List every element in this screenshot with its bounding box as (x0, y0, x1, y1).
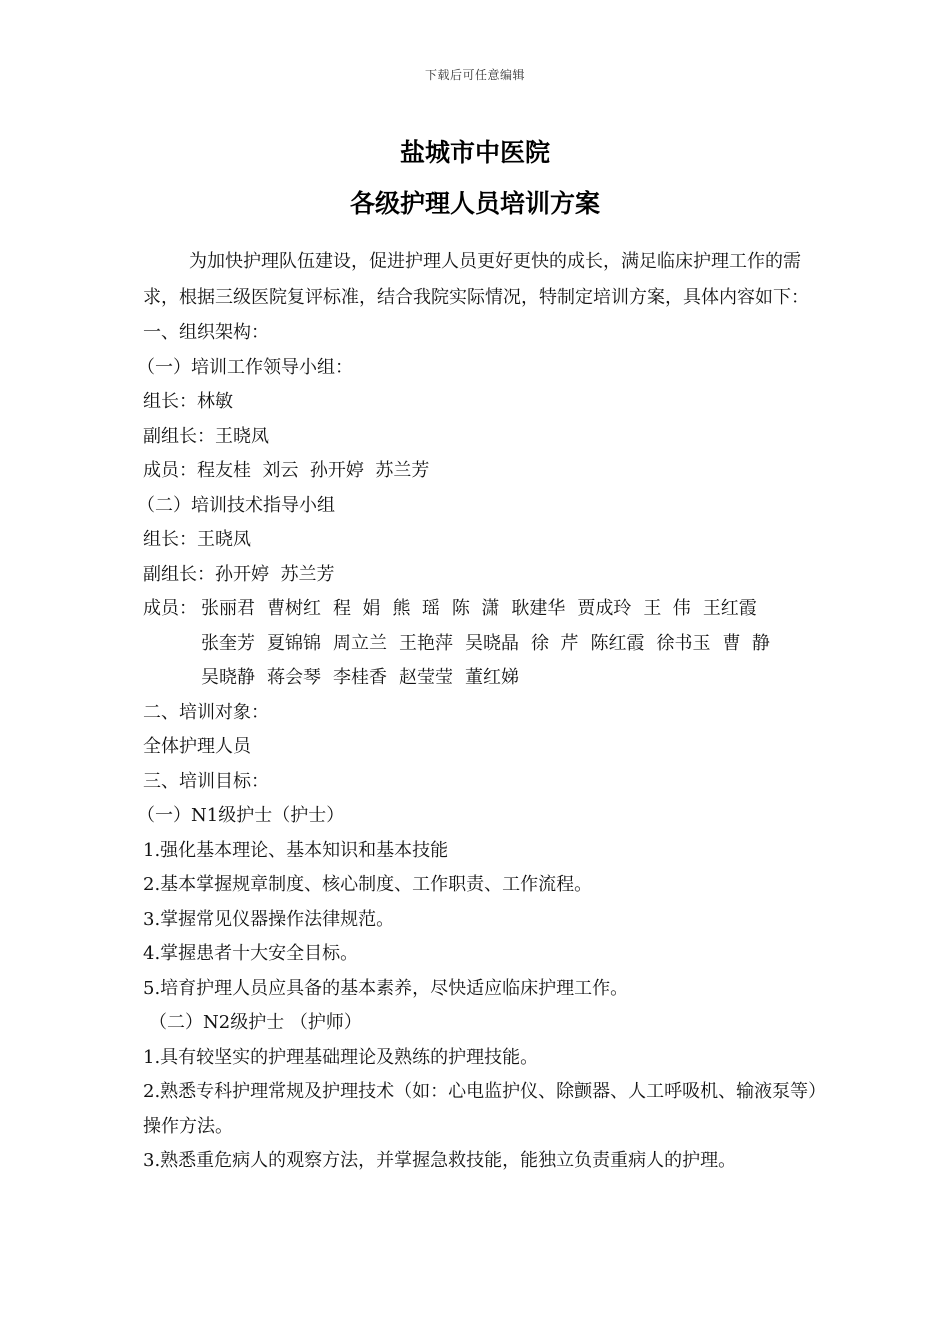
member-name: 张丽君 (201, 598, 255, 619)
member-name: 王红霞 (702, 598, 757, 619)
member-names-row-1 (201, 592, 769, 627)
n1-item: 5.培育护理人员应具备的基本素养，尽快适应临床护理工作。 (143, 977, 629, 999)
member-name: 曹树红 (267, 598, 321, 619)
group1-deputy: 副组长：王晓凤 (143, 425, 269, 447)
group1-heading: （一）培训工作领导小组： (137, 356, 353, 378)
member-name: 熊 瑶 (392, 598, 440, 619)
group2-heading: （二）培训技术指导小组 (137, 494, 335, 516)
member-name: 李桂香 (333, 667, 387, 688)
n2-item: 2.熟悉专科护理常规及护理技术（如：心电监护仪、除颤器、人工呼吸机、输液泵等）操作方法。 (143, 1081, 818, 1137)
member-name: 徐 芹 (531, 632, 579, 654)
member-name: 吴晓静 (201, 667, 255, 688)
group2-deputy: 副组长：孙开婷 苏兰芳 (143, 563, 335, 585)
n1-item: 2.基本掌握规章制度、核心制度、工作职责、工作流程。 (143, 874, 593, 895)
document-body (137, 244, 819, 1179)
n1-item: 3.掌握常见仪器操作法律规范。 (143, 908, 395, 930)
document-title-plan: 各级护理人员培训方案 (349, 189, 600, 218)
section2-content: 全体护理人员 (143, 736, 251, 757)
member-name: 王 伟 (643, 598, 691, 619)
group1-members: 成员：程友桂 刘云 孙开婷 苏兰芳 (143, 460, 430, 481)
member-name: 王艳萍 (399, 632, 453, 654)
n2-heading: （二）N2级护士 （护师） (149, 1012, 362, 1033)
member-names-row-2 (201, 627, 782, 662)
member-name: 夏锦锦 (267, 632, 321, 654)
member-name: 张奎芳 (201, 632, 255, 654)
group2-members-row-3 (143, 661, 819, 696)
group2-members-row-1 (143, 592, 819, 627)
member-name: 曹 静 (722, 632, 770, 654)
member-name: 程 娟 (333, 598, 381, 619)
member-name: 蒋会琴 (267, 667, 321, 688)
member-name: 赵莹莹 (399, 667, 453, 688)
member-name: 吴晓晶 (465, 632, 519, 654)
member-names-row-3 (201, 661, 531, 696)
member-name: 董红娣 (465, 667, 519, 688)
n1-item: 1.强化基本理论、基本知识和基本技能 (143, 839, 449, 861)
member-name: 徐书玉 (656, 632, 711, 654)
document-title-hospital: 盐城市中医院 (399, 138, 550, 167)
member-label-spacer (143, 627, 201, 662)
group2-leader: 组长：王晓凤 (143, 529, 251, 550)
n1-heading: （一）N1级护士（护士） (137, 805, 345, 826)
member-label-spacer (143, 661, 201, 696)
intro-paragraph: 为加快护理队伍建设，促进护理人员更好更快的成长，满足临床护理工作的需求，根据三级医院复评标准，结合我院实际情况，特制定培训方案，具体内容如下： (143, 251, 809, 308)
member-name: 贾成玲 (577, 598, 632, 619)
n2-item: 1.具有较坚实的护理基础理论及熟练的护理技能。 (143, 1046, 539, 1068)
member-name: 周立兰 (333, 632, 387, 654)
group2-members-row-2 (143, 627, 819, 662)
group2-members-label: 成员： (143, 598, 197, 619)
member-name: 陈 潇 (451, 598, 500, 619)
n1-item: 4.掌握患者十大安全目标。 (143, 943, 359, 964)
n2-item: 3.熟悉重危病人的观察方法，并掌握急救技能，能独立负责重病人的护理。 (143, 1150, 737, 1171)
section1-heading: 一、组织架构： (143, 322, 269, 343)
section3-heading: 三、培训目标： (143, 770, 269, 792)
header-note: 下载后可任意编辑 (424, 68, 525, 82)
group1-leader: 组长：林敏 (143, 391, 233, 412)
member-name: 陈红霞 (590, 632, 645, 654)
section2-heading: 二、培训对象： (143, 701, 269, 723)
member-name: 耿建华 (511, 598, 566, 619)
